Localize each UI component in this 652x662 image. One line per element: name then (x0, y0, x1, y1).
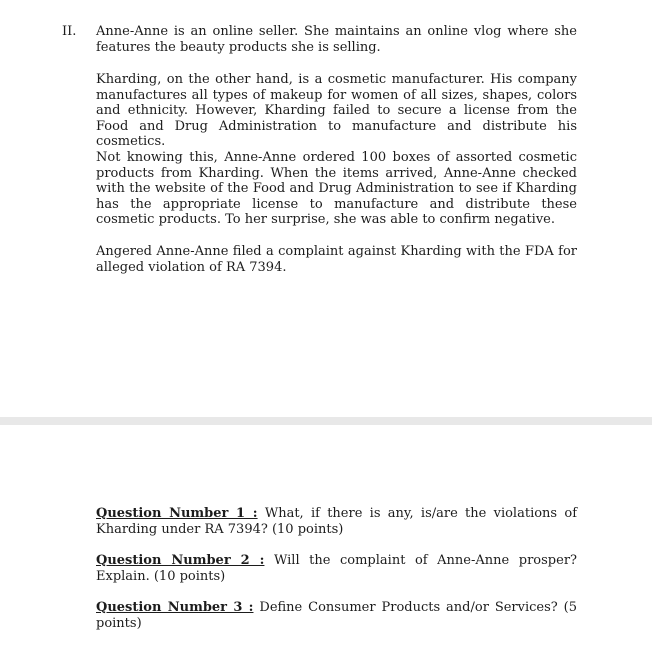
question-2-text: Will the complaint of Anne-Anne prosper? Explain. (10 points) (96, 553, 578, 584)
paragraph-intro: Anne-Anne is an online seller. She maintains an online vlog where she features the beauty products she is selling. (96, 24, 577, 55)
paragraph-complaint: Angered Anne-Anne filed a complaint against Kharding with the FDA for alleged violation of RA 7394. (96, 244, 577, 275)
paragraph-order: Not knowing this, Anne-Anne ordered 100 boxes of assorted cosmetic products from Kharding. When the items arrived, Anne-Anne checked with the website of the Food and Drug Administration to see if Kharding has the appropriate license to manufacture and distribute these cosmetic products. To her surprise, she was able to confirm negative. (96, 150, 577, 228)
question-3-text: Define Consumer Products and/or Services? (5 points) (96, 600, 577, 631)
question-2 (96, 553, 577, 584)
paragraph-kharding: Kharding, on the other hand, is a cosmetic manufacturer. His company manufactures all types of makeup for women of all sizes, shapes, colors and ethnicity. However, Kharding failed to secure a license from the Food and Drug Administration to manufacture and distribute his cosmetics. (96, 72, 577, 150)
question-1-label: Question Number 1 : (96, 506, 258, 521)
question-3 (96, 600, 577, 631)
question-1-text: What, if there is any, is/are the violations of Kharding under RA 7394? (10 points) (96, 506, 578, 537)
page-separator (0, 417, 652, 425)
section-numeral: II. (62, 24, 77, 39)
question-3-label: Question Number 3 : (96, 600, 254, 615)
question-1 (96, 506, 577, 537)
question-2-label: Question Number 2 : (96, 553, 265, 568)
